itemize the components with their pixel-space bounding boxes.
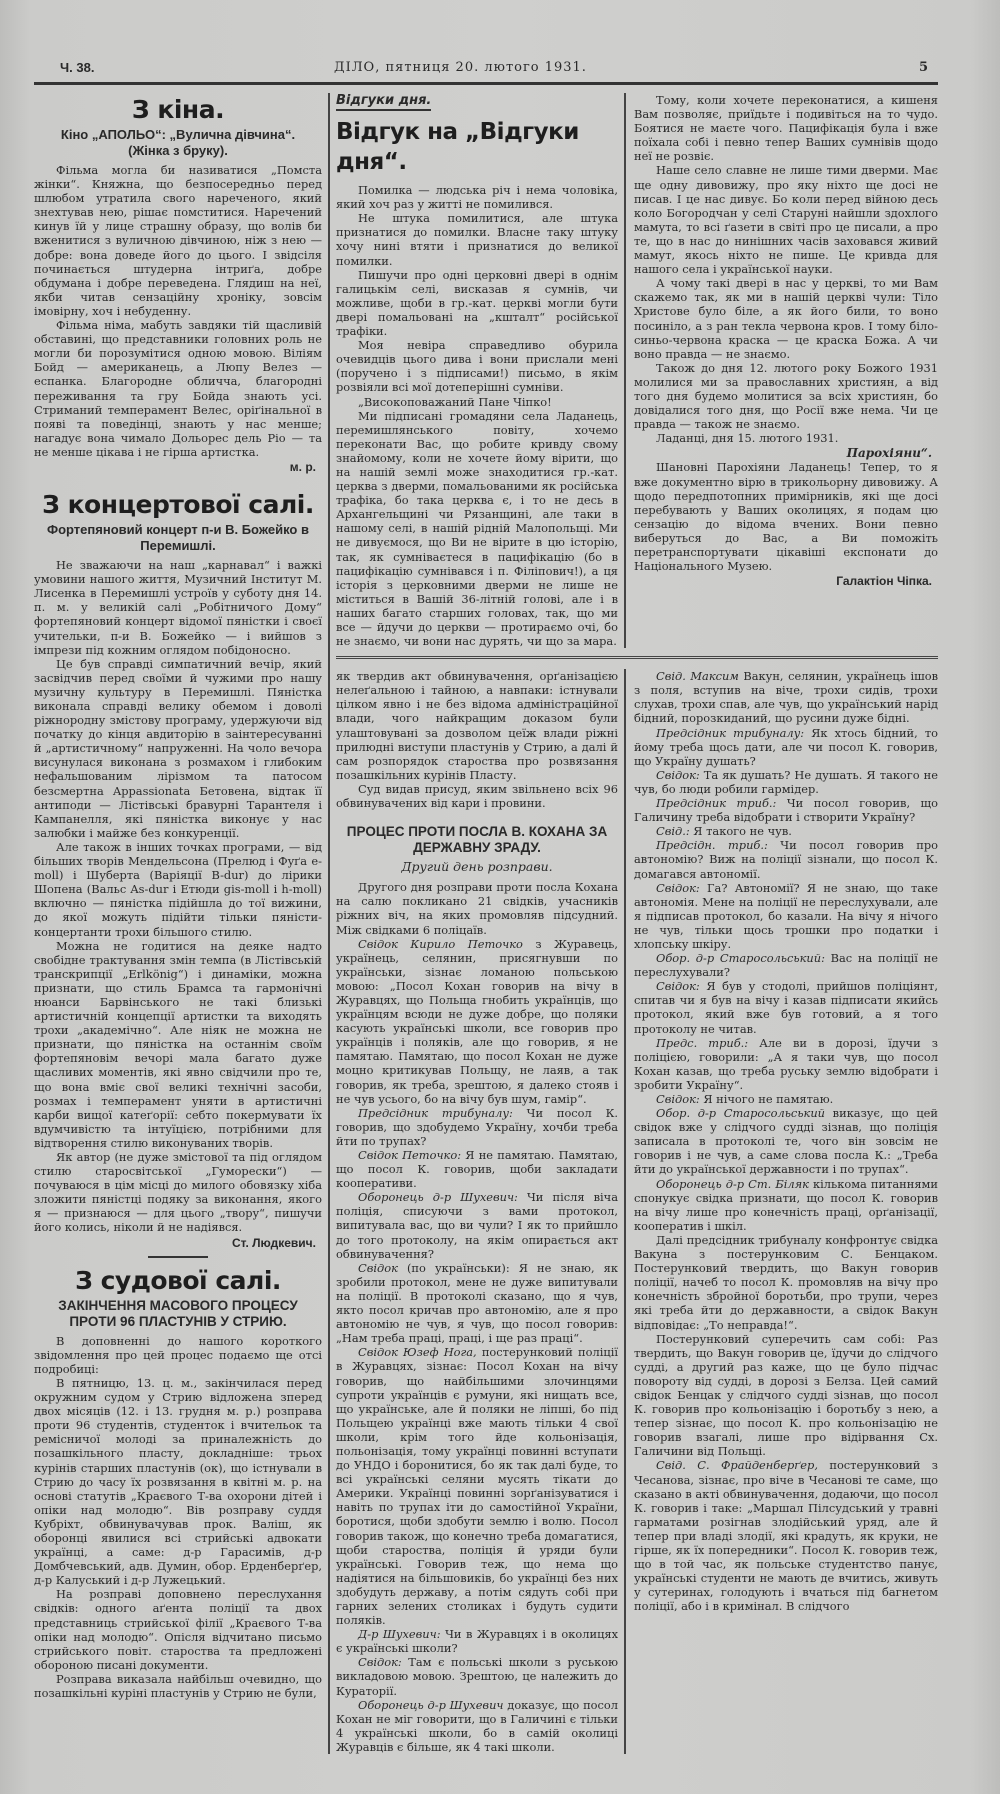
paragraph-text: Та як душать? Не душать. Я такого не чув, бо люди робили гармідер. — [634, 767, 938, 796]
kino-heading: З кіна. — [131, 95, 225, 124]
page-number: 5 — [918, 60, 928, 75]
paragraph — [634, 1233, 938, 1332]
paragraph-text: Це був справді симпатичний вечір, який засвідчив перед своїми й чужими про нашу музичну культуру в Перемишлі. Пяністка виконала справді велику обемом і доволі ріжнородну змістову програму, удержуючи від початку до кінця авдиторію в заінтересуванні й „артистичному“ напруженні. На чоло вечора висунулася виконана з розмахом і глибоким нефальшованим лірізмом та патосом безсмертна Appassionata Бетовена, відтак її антиподи — Лістівські бравурні Тарантеля і Кампанелля, які пяністка виконує у нас залюбки і майже без конкуренції. — [34, 656, 322, 840]
speaker-label: Обор. д-р Старосольський — [656, 1106, 825, 1121]
paragraph-text: Тому, коли хочете переконатися, а кишеня Вам позволяє, приїдьте і подивіться на то чудо. Боятися не маєте чого. Пацифікація була і вже поїхала собі і певно тепер Ваших сумнівів щодо неї не розвіє. — [634, 93, 938, 164]
paragraph-text: Не штука помилитися, але штука признатися до помилки. Власне таку штуку хочу нині втяти і признатися до великої помилки. — [336, 211, 618, 268]
paragraph-text: Я такого не чув. — [689, 824, 792, 839]
paragraph — [336, 1627, 618, 1655]
speaker-label: Оборонець д-р Ст. Біляк — [656, 1176, 809, 1191]
paragraph-text: Помилка — людська річ і нема чоловіка, який хоч раз у житті не помилився. — [336, 183, 618, 212]
paragraph — [336, 1655, 618, 1697]
vidguky-body — [336, 183, 618, 648]
paragraph-text: Чи в Журавцях і в околицях є українські школи? — [336, 1627, 618, 1656]
letter-signature: Парохіяни“. — [846, 446, 932, 461]
paragraph — [336, 669, 618, 782]
speaker-label: Свідок Петочко: — [358, 1148, 462, 1162]
right-area — [330, 93, 938, 1754]
paragraph — [34, 1587, 322, 1672]
paragraph-text: На розправі доповнено переслухання свідків: одного аґента поліції та двох представниць стрийської філії „Краєвого Т-ва опіки над молодю“. Опісля відчитано письмо стрийського повіт. староства та предложені обороною писані документи. — [34, 1587, 322, 1672]
speaker-label: Предс. триб.: — [656, 1035, 749, 1050]
vidguky-article — [336, 93, 626, 648]
paragraph — [34, 163, 322, 318]
speaker-label: Предсідник трибуналу: — [358, 1105, 513, 1120]
paragraph-text: А чому такі двері в нас у церкві, то ми Вам скажемо так, як ми в нашій церкві чули: Тіло Христове було біле, а як його били, то воно посиніло, а з ран текла червона кров. І тому біло-синьо-червона краска — це краска Божа. А чи воно правда — не знаємо. — [634, 276, 938, 361]
kokhan-body-continued — [634, 669, 938, 1613]
paragraph-text: доказує, що посол Кохан не міг говорити, що в Галичині є тільки 4 українські школи, бо в самій околиці Журавців є більше, як 4 такі школи. — [336, 1697, 618, 1754]
paragraph-text: Фільма німа, мабуть завдяки тій щасливій обставині, що представники головних роль не могли би порозумітися одною мовою. Віліям Бойд — американець, а Люпу Велез — еспанка. Благородне обличча, благородні переживання та гру Бойда знають усі. Стриманий темперамент Велес, оріґінальної в появі та поведінці, знають у нас менше; нагадує вона чимало Дольорес дель Ріо — та не менше цікава і не гірша артистка. — [34, 318, 322, 459]
court-body — [34, 1334, 322, 1700]
paragraph-text: Постерунковий суперечить сам собі: Раз твердить, що Вакун говорив це, їдучи до слідчого судді, а другий раз каже, що це було підчас повороту від судді, в дорозі з Белза. Цей самий свідок Бенцак у слідчого судді зізнав, що посол К. говорив про кольонізацію і боротьбу з нею, а тепер зізнає, що посол К. про кольонізацію не говорив взагалі, лише про відірвання Сх. Галичини від Польщі. — [634, 1331, 938, 1459]
issue-number: Ч. 38. — [60, 60, 95, 75]
vidguky-reply: Шановні Парохіяни Ладанець! Тепер, то я вже документно вірю в трикольорну дивовижу. А щодо передпотопних примірників, які ще досі перебувають у Ваших околицях, я подам цю сензацію до відома вчених. Вони певно виберуться до Вас, а Ви поможіть перетранспортувати цікавіші експонати до Національного Музею. — [634, 460, 938, 574]
paragraph — [336, 782, 618, 810]
paragraph — [336, 1190, 618, 1260]
concert-heading: З концертової салі. — [42, 490, 314, 520]
paragraph — [634, 768, 938, 796]
paragraph-text: В пятницю, 13. ц. м., закінчилася перед окружним судом у Стрию відложена зперед двох місяців (12. і 13. грудня м. р.) розправа проти 96 студентів, студенток і вчительок та ремісничої молоді за приналежність до позашкільного пласту, докладніше: трьох курінів старших пластунів (ок), що істнували в Стрию до часу їх розвязання в квітні м. р. на основі статутів „Краєвого Т-ва охорони дітей і опіки над молодю“. Вів розправу суддя Кубріхт, обвинувачував прок. Валіш, як оборонці явилися всі стрийські адвокати українці, а саме: д-р Гарасимів, д-р Домбчевський, адв. Думин, обор. Ерденберґер, д-р Калуський і д-р Лужецький. — [34, 1375, 322, 1588]
paragraph-text: Ми підписані громадяни села Ладанець, перемишлянського повіту, хочемо переконати Вас, що робите кривду свому знайомому, коли не хочете йому вірити, що на нашій землі може знаходитися гр.-кат. церква з дверми, помальованими як російська трафіка, бо така церква є, і то не десь в Архангельщині чи Рязанщині, але таки в нашому селі, в нашій рідній Малопольщі. Ми не дивуємося, що Ви не вірите в цю історію, так, як сумніваєтеся в пацифікацію (бо в пацифікацію сумнівався і п. Філіпович!), а ця історія з церковними дверми не лише не міститься в Вашій 36-літній голові, але і в наших багато старших головах, так, що ми все — йдучи до церкви — протираємо очі, бо не знаємо, чи вони нас дурять, чи що за мара. — [336, 408, 618, 649]
paragraph-text: Не зважаючи на наш „карнавал“ і важкі умовини нашого життя, Музичний Інститут М. Лисенка в Перемишлі устроїв у суботу дня 14. п. м. у великій салі „Робітничого Дому“ фортепяновий концерт відомої пяністки і своєї учительки, п-и В. Божейко — і вийшов з імпрези під кожним оглядом побідоносно. — [34, 558, 322, 657]
bottom-row — [336, 669, 938, 1754]
paragraph-text: Фільма могла би називатися „Помста жінки“. Княжна, що безпосередньо перед шлюбом утратила свого нареченого, який знехтував нею, рішає помститися. Наречений кинув їй у лице страшну образу, що волів би вженитися з вуличною дівчиною, ніж з нею — добре: вона доведе його до цього. І звідсіля починається штудерна інтриґа, добре обдумана і добре переведена. Глядиш на неї, якби читав сензаційну хроніку, зовсім імовірну, хоч і небуденну. — [34, 163, 322, 318]
paragraph-text: Розправа виказала найбільш очевидно, що позашкільні курінi пластунів у Стрию не були, — [34, 1671, 322, 1700]
speaker-label: Свідок: — [656, 979, 700, 994]
paragraph-text: Я не памятаю. Памятаю, що посол К. говорив, щоби закладати кооперативи. — [336, 1148, 618, 1191]
kokhan-body — [336, 880, 618, 1754]
paragraph — [336, 395, 618, 409]
speaker-label: Свідок: — [656, 767, 700, 782]
kino-body — [34, 163, 322, 459]
speaker-label: Обор. д-р Старосольський: — [656, 951, 825, 966]
paragraph — [634, 276, 938, 361]
paragraph — [634, 824, 938, 838]
paragraph-text: В доповненні до нашого короткого звідомлення про цей процес подаємо ще отсі подробиці: — [34, 1333, 322, 1376]
paragraph-text: постерунковий поліції в Журавцях, зізнає: Посол Кохан на вічу говорив, що найбільшими злочинцями супроти українців є румуни, які нищать все, що українське, але й поляки не ліпші, бо під Польщею українці вже мають тільки 4 свої школи, крім того йде кольонізація, польонізація, тому українці повинні вступати до УНДО і боронитися, бо як так далі буде, то всі українські селяни мусять тікати до Америки. Українці повинні зорґанізуватися і навіть по трупах іти до самостійної України, боротися, щоби здобути землю і волю. Посол говорив також, що конечно треба домагатися, щоби староства, поліція й уряди були українські. Говорив теж, що нема що надіятися на більшовиків, бо українці без них здобудуть державу, а потім сядуть собі при гарних зелених столиках і будуть судити поляків. — [336, 1345, 618, 1628]
paragraph-text: Можна не годитися на деяке надто свобідне трактування змін темпа (в Лістівській транскрипції „Erlkönig“) і динаміки, можна признати, що стиль Брамса та гармонічні нюанси Барвінського не такі близькі артистичній концепції артистки та виходять трохи „академічно“. Але ніяк не можна не признати, що пяністка на останнім своїм фортепяновім вечорі мала багато дуже щасливих моментів, які явно свідчили про те, що вона вміє свої великі технічні засоби, розмах і темперамент уняти в артистичні карби вищої катеґорії: себто покермувати їх вдумчивістю та інтуїцією, потрібними для відтворення стилю виконуваних творів. — [34, 938, 322, 1150]
speaker-label: Свідок: — [656, 1092, 700, 1106]
paragraph-text: Вас на поліції не переслухували? — [634, 951, 938, 980]
paragraph — [34, 1150, 322, 1235]
paragraph-text: Як автор (не дуже змістової та під оглядом стилю старосвітської „Гуморески“) — почуваюся в цім місці до милого обовязку хіба зложити пяністці подяку за виконання, якого я — признаюся — для цього „твору“, пишучи його колись, ніколи й не надіявся. — [34, 1150, 322, 1235]
paragraph — [336, 338, 618, 394]
paragraph-text: Суд видав присуд, яким звільнено всіх 96 обвинувачених від кари і провини. — [336, 781, 618, 811]
speaker-label: Предсідник триб.: — [656, 796, 777, 811]
paragraph-text: Я був у стодолі, прийшов поліціянт, спитав чи я був на вічу і казав підписати якийсь протокол, який вже був готовий, а я того протоколу не читав. — [634, 979, 938, 1036]
court-heading: З судової салі. — [75, 1265, 281, 1295]
paragraph — [634, 431, 938, 445]
speaker-label: Предсідник трибуналу: — [656, 725, 805, 740]
paragraph — [634, 979, 938, 1035]
paragraph-text: Там є польські школи з руською викладовою мовою. Зрештою, це належить до Кураторії. — [336, 1655, 618, 1698]
paragraph-text: Га? Автономії? Я не знаю, що таке автономія. Мене на поліції не переслухували, але я підписав протокол, бо казали. На вічу я нічого не чув, тільки щось трошки про податки і хлопську шкіру. — [634, 880, 938, 951]
concert-signature: Ст. Людкевич. — [231, 1235, 316, 1250]
paragraph — [634, 1458, 938, 1613]
middle-lower-column — [336, 669, 626, 1754]
paragraph — [34, 318, 322, 459]
vidguky-signature: Галактіон Чіпка. — [836, 574, 932, 589]
paragraph — [634, 796, 938, 824]
paragraph-text: Також до дня 12. лютого року Божого 1931 молилися ми за православних християн, а від того дня будемо молитися за всіх християн, бо довідалися того дня, що Росії вже нема. Чи це правда — також не знаємо. — [634, 360, 938, 432]
top-row — [336, 93, 938, 659]
paragraph — [634, 163, 938, 276]
kino-signature: м. р. — [289, 459, 316, 474]
paragraph-text: Пишучи про одні церковні двері в однім галицькім селі, висказав я сумнів, чи можливе, щоби в гр.-кат. церкві могли бути двері помальовані на „кшталт“ російської трафіки. — [336, 267, 618, 339]
paragraph-text: Чи після віча поліція, списуючи з вами протокол, випитувала вас, що ви чули? І як то прийшло до того протоколу, на якім опирається акт обвинувачення? — [336, 1190, 618, 1261]
speaker-label: Свід.: — [656, 824, 690, 839]
paragraph — [336, 1698, 618, 1754]
vidguky-heading: Відгук на „Відгуки дня“. — [336, 119, 579, 176]
paragraph-text: Моя невіра справедливо обурила очевидців цього дива і вони прислали мені (поручено і з підписами!) письмо, в якім розвіяли всі мої дотеперішні сумніви. — [336, 338, 618, 395]
speaker-label: Свідок Кирило Петочко — [358, 936, 523, 951]
paragraph-text: Чи посол К. говорив, що здобудемо Україну, хочби треба йти по трупах? — [336, 1105, 619, 1148]
page-columns — [34, 93, 938, 1754]
paragraph-text: кількома питаннями спонукує свідка признати, що посол К. говорив на вічу лише про конечність праці, орґанізації, кооператив і шкіл. — [634, 1176, 938, 1233]
paragraph-text: Але ви в дорозі, їдучи з поліцією, говорили: „А я таки чув, що посол Кохан казав, що треба руську землю відобрати і зробити Україну“. — [634, 1035, 938, 1092]
paragraph-text: з Журавець, українець, селянин, присягнувши по українськи, зізнає ломаною польською мовою: „Посол Кохан говорив на вічу в Журавцях, що Польща гнобить українців, що українцям всюди не дуже добре, що поляки касують українські школи, все говорив про українців і поляків, але що говорив, я не памятаю. Памятаю, що посол Кохан не дуже моцно критикував Польщу, не лаяв, а так говорив, як треба, зрештою, я далеко стояв і не чув усього, бо на вічу був шум, гамір“. — [336, 936, 619, 1106]
separator — [148, 1256, 208, 1258]
paragraph — [34, 1376, 322, 1587]
court-body-continued — [336, 669, 618, 810]
speaker-label: Свідок Юзеф Нога, — [358, 1345, 477, 1360]
paragraph — [336, 183, 618, 211]
paragraph — [336, 880, 618, 936]
speaker-label: Предсідн. триб.: — [656, 838, 768, 853]
paragraph — [634, 726, 938, 768]
paragraph — [634, 1092, 938, 1106]
paragraph-text: виказує, що цей свідок вже у слідчого судді зізнав, що поліція записала в протоколі те, чого він зовсім не говорив і не чув, а саме слова посла К.: „Треба йти до української державности і по трупах“. — [634, 1106, 938, 1177]
left-column — [34, 93, 330, 1754]
kokhan-subheading: Другий день розправи. — [401, 859, 553, 875]
speaker-label: Свід. С. Фрайденберґер, — [656, 1458, 818, 1473]
paragraph — [336, 268, 618, 338]
speaker-label: Свідок: — [656, 880, 700, 895]
speaker-label: Оборонець д-р Шухевич: — [358, 1190, 518, 1205]
paragraph — [336, 1261, 618, 1346]
court-subtitle: ЗАКІНЧЕННЯ МАСОВОГО ПРОЦЕСУ ПРОТИ 96 ПЛАСТУНІВ У СТРИЮ. — [58, 1297, 298, 1329]
paragraph-text: Чи посол говорив, що Галичину треба відобрати і створити Україну? — [634, 796, 939, 825]
vidguky-continued — [626, 93, 938, 648]
paragraph — [634, 881, 938, 951]
paragraph — [336, 1345, 618, 1627]
paragraph-text: Але також в інших точках програми, — від більших творів Мендельсона (Прелюд і Фуґа e-moll) і Шуберта (Варіяції B-dur) до лірики Шопена (Вальс As-dur і Етюди gis-moll і h-moll) включно — пяністка підійшла до тої вижини, до якої можуть підійти тільки пяністи-концертанти трохи більшого стилю. — [34, 839, 322, 939]
kino-subtitle: Кіно „АПОЛЬО“: „Вулична дівчина“. (Жінка з бруку). — [60, 127, 296, 158]
paragraph — [336, 211, 618, 267]
paragraph-text: Я нічого не памятаю. — [699, 1092, 834, 1106]
concert-subtitle: Фортепяновий концерт п-и В. Божейко в Перемишлі. — [47, 522, 309, 554]
speaker-label: Свідок: — [358, 1655, 402, 1670]
paragraph — [634, 1332, 938, 1459]
paragraph-text: Як хтось бідний, то йому треба щось дати, але чи посол К. говорив, що Україну душать? — [634, 725, 939, 768]
right-lower-column — [626, 669, 938, 1754]
vidguky-kicker: Відгуки дня. — [336, 94, 431, 111]
speaker-label: Оборонець д-р Шухевич — [358, 1697, 504, 1712]
paragraph-text: Наше село славне не лише тими дверми. Має ще одну дивовижу, про яку ніхто ще досі не писав. І це нас дивує. Бо коли перед війною десь коло Богородчан у селі Старуні найшли здохлого мамута, то всі ґазети в світі про це писали, а про те, що в нас до нинішних часів заховався живий мамут, якось ніхто не пише. Це кривда для нашого села і української науки. — [634, 163, 938, 277]
paragraph-text: Вакун, селянин, українець ішов з поля, вступив на віче, трохи сидів, трохи слухав, трохи спав, але чув, що український нарід бідний, порозкиданий, що русини дуже бідні. — [634, 669, 938, 726]
paragraph — [634, 1036, 938, 1092]
paragraph — [634, 1177, 938, 1233]
speaker-label: Свідок — [358, 1260, 398, 1275]
paragraph — [634, 361, 938, 431]
paragraph — [336, 937, 618, 1106]
paragraph — [634, 951, 938, 979]
paragraph-text: постерунковий з Чесанова, зізнає, про віче в Чесанові те саме, що сказано в акті обвинувачення, додаючи, що посол К. говорив і таке: „Маршал Пілсудський у травні гарматами розігнав злодійський уряд, але й тепер при владі злодії, які крадуть, як круки, не гірше, як їх попередники“. Посол К. говорив теж, що в той час, як польське студентство панує, українські студенти не мають де вчитись, живуть у сутеринах, голодують і вчаться під багнетом поліції, або і в кримінал. В слідчого — [634, 1458, 938, 1614]
speaker-label: Свід. Максим — [656, 669, 739, 684]
masthead-date: ДІЛО, пятниця 20. лютого 1931. — [334, 60, 587, 75]
paragraph — [34, 558, 322, 657]
paragraph — [336, 1148, 618, 1190]
paragraph — [34, 1672, 322, 1700]
paragraph-text: (по українськи): Я не знаю, як зробили протокол, мене не дуже випитували на поліції. В протоколі сказано, що я чув, якто посол кричав про автономію, але я про автономію не чув, я чув, що посол говорив: „Нам треба праці, праці, і ще раз праці“. — [336, 1260, 618, 1346]
paragraph — [634, 1106, 938, 1176]
paragraph — [34, 939, 322, 1150]
paragraph — [34, 657, 322, 840]
paragraph — [34, 840, 322, 939]
paragraph-text: Далі предсідник трибуналу конфронтує свідка Вакуна з постерунковим С. Бенцаком. Постерунковий твердить, що Вакун говорив поліції, начеб то посол К. промовляв на вічу про конечність збройної боротьби, про трупи, через які треба йти до державности, а свідок Вакун відповідає: „То неправда!“. — [634, 1232, 938, 1332]
paragraph — [634, 838, 938, 880]
kokhan-heading: ПРОЦЕС ПРОТИ ПОСЛА В. КОХАНА ЗА ДЕРЖАВНУ ЗРАДУ. — [346, 824, 608, 856]
paragraph-text: Другого дня розправи проти посла Кохана на салю покликано 21 свідків, учасників ріжних віч, на яких промовляв підсудний. Між свідками 6 поліцаїв. — [336, 880, 618, 937]
paragraph-text: Чи посол говорив про автономію? Виж на поліції зізнали, що посол К. домагався автономії. — [634, 838, 939, 881]
paragraph — [634, 669, 938, 725]
concert-body — [34, 558, 322, 1235]
paragraph — [336, 1106, 618, 1148]
paragraph — [634, 93, 938, 163]
paragraph — [336, 409, 618, 649]
paragraph-text: Ладанці, дня 15. лютого 1931. — [656, 431, 839, 446]
speaker-label: Д-р Шухевич: — [358, 1627, 441, 1642]
paragraph-text: як твердив акт обвинувачення, орґанізацією нелеґальною і тайною, а навпаки: істнували цілком явно і не без відома адміністраційної влади, чого найкращим доказом були улаштовувані за дозволом цеїж влади ріжні прилюдні виступи пластунів у Стрию, а далі й сам розпорядок староства про розвязання позашкільних курінів Пласту. — [336, 669, 618, 782]
page-header — [34, 58, 938, 85]
paragraph-text: „Високоповажаний Пане Чіпко! — [358, 394, 552, 409]
vidguky-body-continued — [634, 93, 938, 445]
paragraph — [34, 1334, 322, 1376]
